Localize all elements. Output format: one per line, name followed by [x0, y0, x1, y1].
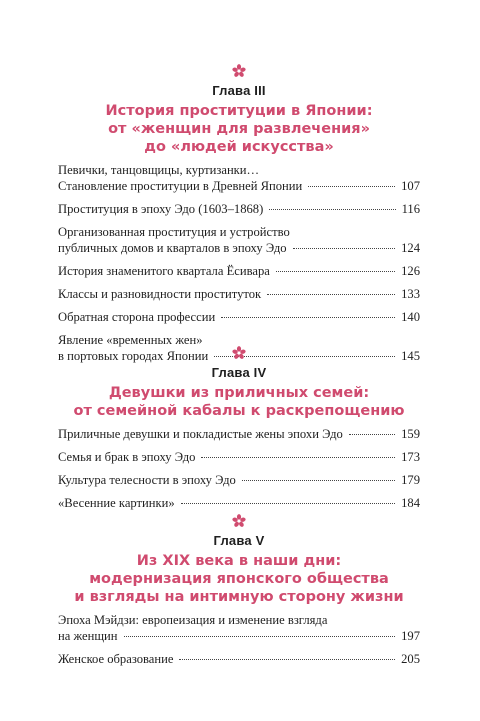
toc-page-number: 145 [401, 349, 420, 363]
toc-entry-title: Культура телесности в эпоху Эдо [58, 473, 236, 487]
dot-leader [293, 248, 396, 249]
toc-entry[interactable] [58, 263, 420, 279]
sakura-flower-icon [232, 346, 246, 360]
dot-leader [181, 503, 395, 504]
toc-entry[interactable] [58, 495, 420, 511]
toc-entry[interactable] [58, 472, 420, 488]
dot-leader [242, 480, 395, 481]
dot-leader [308, 186, 395, 187]
chapter-label: Глава IV [211, 365, 267, 380]
sakura-flower-icon [232, 64, 246, 78]
toc-entry-title: Женское образование [58, 652, 174, 666]
toc-entry[interactable] [58, 286, 420, 302]
chapter-title-line: Из XIX века в наши дни: [136, 553, 342, 569]
chapter-title-line: модернизация японского общества [89, 571, 389, 587]
toc-entry-title: Явление «временных жен» [58, 333, 203, 347]
toc-entry-title: на женщин [58, 629, 118, 643]
toc-entries [58, 162, 420, 364]
dot-leader [179, 659, 395, 660]
toc-entry[interactable] [58, 309, 420, 325]
dot-leader [221, 317, 395, 318]
toc-entry[interactable] [58, 224, 420, 256]
chapter-title [58, 552, 420, 606]
chapter-label: Глава III [212, 83, 266, 98]
toc-entry-title: Приличные девушки и покладистые жены эпохи Эдо [58, 427, 343, 441]
toc-entry-title: Становление проституции в Древней Японии [58, 179, 303, 193]
toc-page-number: 159 [401, 427, 420, 441]
chapter-intro: Певички, танцовщицы, куртизанки… [58, 163, 260, 177]
toc-entry[interactable] [58, 449, 420, 465]
chapter-title [58, 384, 420, 420]
toc-entry-title: История знаменитого квартала Ёсивара [58, 264, 270, 278]
chapter-title [58, 102, 420, 156]
toc-entry[interactable] [58, 426, 420, 442]
toc-entry-title: публичных домов и кварталов в эпоху Эдо [58, 241, 287, 255]
toc-page-number: 140 [401, 310, 420, 324]
chapter-4 [58, 346, 420, 518]
dot-leader [267, 294, 395, 295]
toc-entry[interactable] [58, 651, 420, 667]
toc-entry-title: Семья и брак в эпоху Эдо [58, 450, 196, 464]
dot-leader [201, 457, 395, 458]
toc-page-number: 197 [401, 629, 420, 643]
toc-entry-title: Классы и разновидности проституток [58, 287, 262, 301]
toc-entry[interactable] [58, 178, 420, 194]
dot-leader [349, 434, 395, 435]
chapter-title-line: до «людей искусства» [144, 139, 334, 155]
chapter-title-line: от «женщин для развлечения» [108, 121, 370, 137]
toc-page-number: 133 [401, 287, 420, 301]
toc-entry-title: Проституция в эпоху Эдо (1603–1868) [58, 202, 264, 216]
chapter-title-line: от семейной кабалы к раскрепощению [73, 403, 405, 419]
toc-page-number: 116 [401, 202, 420, 216]
chapter-3 [58, 64, 420, 371]
toc-page-number: 124 [401, 241, 420, 255]
toc-page-number: 107 [401, 179, 420, 193]
sakura-flower-icon [232, 514, 246, 528]
toc-entry[interactable] [58, 201, 420, 217]
dot-leader [124, 636, 396, 637]
toc-page-number: 205 [401, 652, 420, 666]
toc-entries [58, 426, 420, 511]
toc-page-number: 179 [401, 473, 420, 487]
toc-entry[interactable] [58, 612, 420, 644]
toc-page-number: 173 [401, 450, 420, 464]
toc-entry-title: Организованная проституция и устройство [58, 225, 290, 239]
toc-page-number: 126 [401, 264, 420, 278]
chapter-title-line: История проституции в Японии: [105, 103, 373, 119]
toc-entry-title: Обратная сторона профессии [58, 310, 216, 324]
toc-entry-title: Эпоха Мэйдзи: европеизация и изменение взгляда [58, 613, 328, 627]
chapter-5 [58, 514, 420, 674]
dot-leader [269, 209, 395, 210]
toc-entries [58, 612, 420, 667]
chapter-label: Глава V [213, 533, 265, 548]
toc-entry-title: в портовых городах Японии [58, 349, 209, 363]
chapter-title-line: и взгляды на интимную сторону жизни [74, 589, 404, 605]
toc-entry-title: «Весенние картинки» [58, 496, 175, 510]
dot-leader [276, 271, 395, 272]
toc-page-number: 184 [401, 496, 420, 510]
chapter-title-line: Девушки из приличных семей: [108, 385, 370, 401]
